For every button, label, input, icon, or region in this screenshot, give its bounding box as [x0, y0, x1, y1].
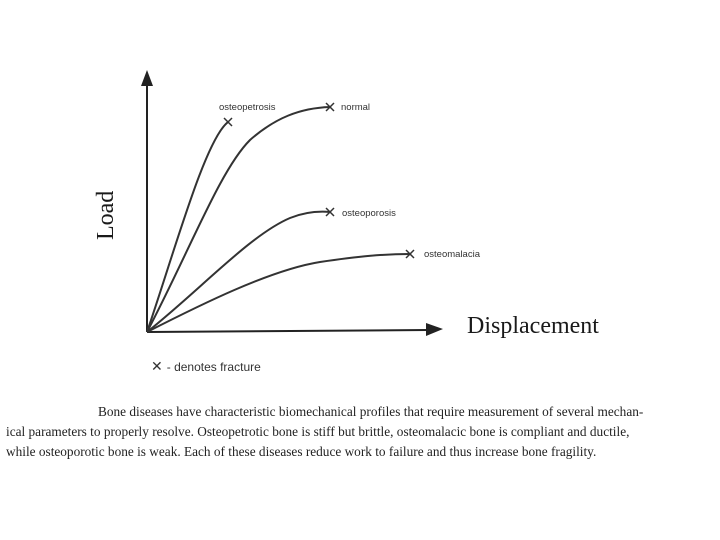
- y-axis-label: Load: [93, 190, 119, 240]
- curve-osteomalacia: [147, 249, 481, 332]
- curve-label-normal: normal: [341, 102, 371, 113]
- curve-label-osteomalacia: osteomalacia: [424, 249, 480, 260]
- figure-caption: [6, 402, 718, 462]
- caption-line-1: Bone diseases have characteristic biomechanical profiles that require measurement of several mechan-: [98, 404, 644, 419]
- caption-line-2: ical parameters to properly resolve. Osteopetrotic bone is stiff but brittle, osteomalacic bone is compliant and ductile,: [6, 424, 630, 439]
- legend-text: - denotes fracture: [166, 360, 261, 374]
- fracture-marker-osteopetrosis: [224, 118, 232, 126]
- curve-osteopetrosis: [147, 102, 276, 332]
- y-axis: [141, 70, 153, 332]
- y-axis-arrowhead: [141, 70, 153, 86]
- x-axis-label: Displacement: [467, 313, 599, 339]
- caption-line-3: while osteoporotic bone is weak. Each of these diseases reduce work to failure and thus increase bone fragility.: [6, 444, 597, 459]
- fracture-legend: [151, 358, 261, 375]
- fracture-marker-icon: ✕: [151, 358, 163, 374]
- x-axis: [147, 323, 443, 336]
- curve-label-osteoporosis: osteoporosis: [342, 208, 396, 219]
- x-axis-arrowhead: [426, 323, 443, 336]
- curve-normal: [147, 102, 370, 332]
- curve-label-osteopetrosis: osteopetrosis: [219, 102, 276, 113]
